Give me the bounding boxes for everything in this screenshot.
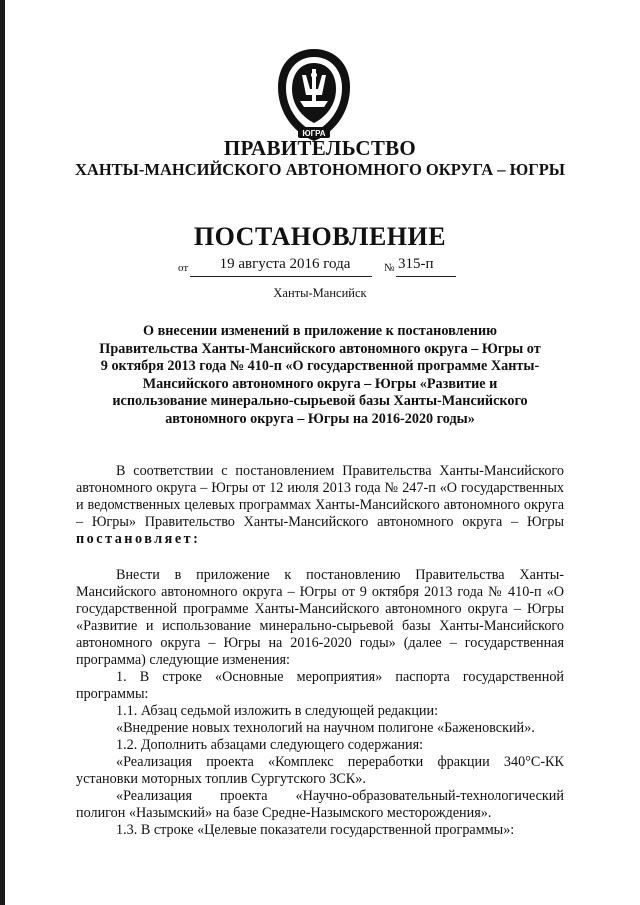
document-type: ПОСТАНОВЛЕНИЕ: [193, 222, 447, 251]
government-title: ПРАВИТЕЛЬСТВО: [223, 136, 417, 160]
document-heading: О внесении изменений в приложение к постановлению Правительства Ханты-Мансийского автономного округа – Югры от 9 октября 2013 года № 410-п «О государственной программе Ханты-Мансийского автономного округа – Югры «Развитие и использование минерально-сырьевой базы Ханты-Мансийского автономного округа – Югры на 2016-2020 годы»: [99, 323, 541, 427]
city-name: Ханты-Мансийск: [273, 286, 367, 300]
body-paragraph: 1.3. В строке «Целевые показатели государственной программы»:: [116, 822, 515, 838]
emblem-label: ЮГРА: [302, 129, 326, 138]
body-paragraph: «Реализация проекта «Научно-образовательный-технологический полигон «Назымский» на базе Средне-Назымского месторождения».: [76, 788, 564, 821]
from-label: от: [178, 262, 189, 274]
coat-of-arms-emblem: [272, 45, 356, 145]
preamble-text: В соответствии с постановлением Правительства Ханты-Мансийского автономного округа – Югры от 12 июля 2013 года № 247-п «О государственных и ведомственных целевых программах Ханты-Мансийского автономного округа – Югры» Правительство Ханты-Мансийского автономного округа – Югры: [76, 463, 564, 530]
body-paragraph: «Реализация проекта «Комплекс переработки фракции 340°С-КК установки моторных топлив Сургутского ЗСК».: [76, 754, 564, 787]
date-number-line: [0, 256, 640, 280]
number-underline: [396, 276, 456, 277]
body-paragraph: 1.1. Абзац седьмой изложить в следующей редакции:: [116, 703, 439, 719]
preamble-paragraph: [76, 463, 564, 548]
body-paragraph: «Внедрение новых технологий на научном полигоне «Баженовский».: [116, 720, 535, 736]
document-date: 19 августа 2016 года: [219, 256, 351, 272]
body-paragraph: Внести в приложение к постановлению Правительства Ханты-Мансийского автономного округа – Югры от 9 октября 2013 года № 410-п «О государственной программе Ханты-Мансийского автономного округа – Югры «Развитие и использование минерально-сырьевой базы Ханты-Мансийского автономного округа – Югры на 2016-2020 годы» (далее – государственная программа) следующие изменения:: [76, 567, 564, 668]
amendments-body: [76, 567, 564, 839]
decree-word: постановляет:: [76, 531, 201, 547]
date-underline: [190, 276, 372, 277]
body-paragraph: 1.2. Дополнить абзацами следующего содержания:: [116, 737, 424, 753]
number-sign: №: [384, 262, 395, 274]
government-subtitle: ХАНТЫ-МАНСИЙСКОГО АВТОНОМНОГО ОКРУГА – ЮГРЫ: [75, 160, 565, 179]
body-paragraph: 1. В строке «Основные мероприятия» паспорта государственной программы:: [76, 669, 564, 702]
document-number: 315-п: [398, 256, 434, 272]
